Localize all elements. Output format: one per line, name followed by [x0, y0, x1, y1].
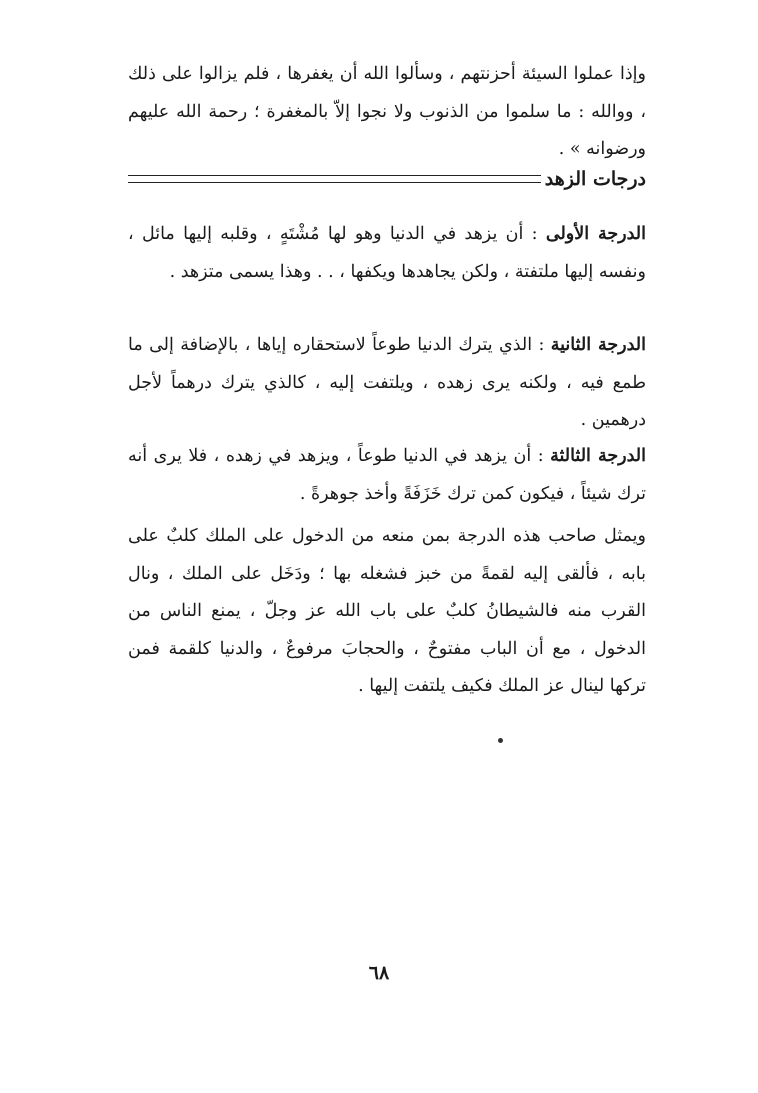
example-text: ويمثل صاحب هذه الدرجة بمن منعه من الدخول على الملك كلبٌ على بابه ، فألقى إليه لقمةً من خبز فشغله بها ؛ ودَخَل على الملك ، ونال القرب منه فالشيطانُ كلبٌ على باب الله عز وجلّ ، يمنع الناس من الدخول ، مع أن الباب مفتوحٌ ، والحجابَ مرفوعٌ ، والدنيا كلقمة فمن تركها لينال عز الملك فكيف يلتفت إليها .	[128, 526, 646, 696]
degree-lead: الدرجة الأولى	[545, 224, 646, 244]
degree-text: : أن يزهد في الدنيا وهو لها مُشْتَهٍ ، وقلبه إليها مائل ، ونفسه إليها ملتفتة ، ولكن يجاهدها ويكفها ، . . وهذا يسمى متزهد .	[128, 224, 646, 282]
page-number: ٦٨	[368, 962, 390, 984]
intro-paragraph	[128, 56, 646, 169]
intro-text: وإذا عملوا السيئة أحزنتهم ، وسألوا الله أن يغفرها ، فلم يزالوا على ذلك ، ووالله : ما سلموا من الذنوب ولا نجوا إلاّ بالمغفرة ؛ رحمة الله عليهم ورضوانه » .	[128, 64, 646, 159]
heading-rule	[128, 175, 541, 183]
degree-paragraph-second	[128, 327, 646, 440]
degree-lead: الدرجة الثانية	[550, 335, 646, 355]
section-title: درجات الزهد	[544, 168, 646, 190]
ornament-dot-icon	[498, 738, 503, 743]
degree-paragraph-third	[128, 438, 646, 513]
degree-lead: الدرجة الثالثة	[550, 446, 646, 466]
section-heading	[128, 168, 646, 190]
degree-text: : الذي يترك الدنيا طوعاً لاستحقاره إياها ، بالإضافة إلى ما طمع فيه ، ولكنه يرى زهده ، ويلتفت إليه ، كالذي يترك درهماً لأجل درهمين .	[128, 335, 646, 430]
example-paragraph	[128, 518, 646, 706]
degree-paragraph-first	[128, 216, 646, 291]
degree-text: : أن يزهد في الدنيا طوعاً ، ويزهد في زهده ، فلا يرى أنه ترك شيئاً ، فيكون كمن ترك خَزَفَةً وأخذ جوهرةً .	[128, 446, 646, 504]
